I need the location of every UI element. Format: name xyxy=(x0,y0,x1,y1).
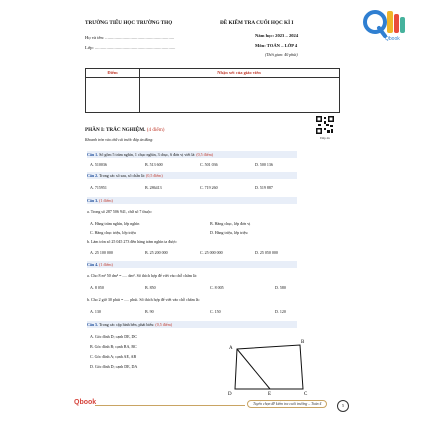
class-field: Lớp: ...................................................................... xyxy=(85,45,176,50)
footer-logo: Qbook xyxy=(74,399,97,406)
option-a[interactable]: A. 510036 xyxy=(90,162,107,167)
option-d[interactable]: D. Hàng triệu, lớp triệu xyxy=(210,230,248,235)
qr-code-icon xyxy=(315,115,335,135)
qbook-logo xyxy=(363,6,408,41)
option-c[interactable]: C. 501 036 xyxy=(200,162,218,167)
school-year: Năm học: 2023 – 2024 xyxy=(255,33,299,38)
option-c[interactable]: C. 150 xyxy=(210,309,221,314)
question-5: Câu 5. Trong các cặp hình bên, phát biểu: (0,5 điểm) xyxy=(87,322,173,327)
question-4b: b. Cho 2 giờ 30 phút = ..... phút. Số thích hợp để viết vào chỗ chấm là: xyxy=(87,297,200,302)
instruction: Khoanh tròn vào chữ cái trước đáp án đúng: xyxy=(85,138,154,142)
question-3a: a. Trong số 287 506 941, chữ số 7 thuộc: xyxy=(87,209,153,214)
option-b[interactable]: B. 90 xyxy=(145,309,154,314)
option-a[interactable]: A. Góc đỉnh D; cạnh DE, DC xyxy=(90,334,138,339)
question-4a: a. Cho 8 m² 50 dm² = ..... dm². Số thích hợp để viết vào chỗ chấm là: xyxy=(87,273,197,278)
option-b[interactable]: B. 850 xyxy=(145,285,156,290)
footer-title: Tuyển chọn đề kiểm tra cuối trường – Toán 4 xyxy=(247,400,327,408)
footer-divider xyxy=(95,405,245,406)
question-4: Câu 4. (1 điểm) xyxy=(87,262,113,267)
option-b[interactable]: B. 513 600 xyxy=(145,162,163,167)
option-c[interactable]: C. Hàng chục triệu, lớp triệu xyxy=(90,230,136,235)
vertex-e: E xyxy=(268,392,272,397)
option-c[interactable]: C. 8 005 xyxy=(210,285,224,290)
exam-title: ĐỀ KIỂM TRA CUỐI HỌC KÌ I xyxy=(220,20,294,26)
quadrilateral-figure xyxy=(215,337,310,397)
question-1: Câu 1. Số gồm 5 trăm nghìn, 1 chục nghìn, 3 chục, 6 đơn vị viết là: (0,5 điểm) xyxy=(87,152,214,157)
question-3: Câu 3. (1 điểm) xyxy=(87,198,113,203)
option-b[interactable]: B. Góc đỉnh B; cạnh BA, BC xyxy=(90,344,137,349)
score-header: Điểm xyxy=(107,70,118,75)
option-d[interactable]: D. 500 136 xyxy=(255,162,273,167)
time-limit: (Thời gian: 40 phút) xyxy=(265,52,298,57)
option-c[interactable]: C. 719 260 xyxy=(200,185,218,190)
question-bar xyxy=(87,197,297,204)
page-number: 5 xyxy=(337,400,349,412)
option-a[interactable]: A. Hàng trăm nghìn, lớp nghìn xyxy=(90,221,140,226)
option-d[interactable]: D. Góc đỉnh D; cạnh DE, DA xyxy=(90,364,138,369)
school-name: TRƯỜNG TIỂU HỌC TRƯỜNG THỌ xyxy=(85,20,173,26)
option-b[interactable]: B. 286413 xyxy=(145,185,162,190)
option-b[interactable]: B. Hàng chục, lớp đơn vị xyxy=(210,221,251,226)
option-d[interactable]: D. 580 xyxy=(275,285,286,290)
option-a[interactable]: A. 8 050 xyxy=(90,285,104,290)
option-a[interactable]: A. 130 xyxy=(90,309,101,314)
question-2: Câu 2. Trong các số sau, số chẵn là: (0,5 điểm) xyxy=(87,173,163,178)
student-name-field: Họ và tên: ............................................................ xyxy=(85,35,175,40)
option-d[interactable]: D. 25 050 000 xyxy=(255,250,278,255)
vertex-b: B xyxy=(301,340,305,345)
subject-label: Môn: TOÁN – LỚP 4 xyxy=(255,43,298,48)
teacher-comment-header: Nhận xét của giáo viên xyxy=(217,70,261,75)
score-table xyxy=(85,68,340,113)
qr-label: Đáp án xyxy=(320,136,330,140)
option-c[interactable]: C. Góc đỉnh A; cạnh AE, AB xyxy=(90,354,137,359)
svg-text:Qbook: Qbook xyxy=(385,36,400,41)
question-3b: b. Làm tròn số 25 045 273 đến hàng trăm nghìn ta được: xyxy=(87,239,178,244)
option-d[interactable]: D. 519 887 xyxy=(255,185,273,190)
question-bar xyxy=(87,261,297,268)
option-a[interactable]: A. 25 100 000 xyxy=(90,250,113,255)
option-b[interactable]: B. 25 200 000 xyxy=(145,250,168,255)
option-c[interactable]: C. 25 000 000 xyxy=(200,250,223,255)
option-a[interactable]: A. 715951 xyxy=(90,185,107,190)
vertex-a: A xyxy=(229,346,233,351)
part-title: PHẦN I: TRẮC NGHIỆM. (4 điểm) xyxy=(85,127,165,133)
vertex-d: D xyxy=(228,392,232,397)
vertex-c: C xyxy=(304,392,308,397)
option-d[interactable]: D. 120 xyxy=(275,309,286,314)
